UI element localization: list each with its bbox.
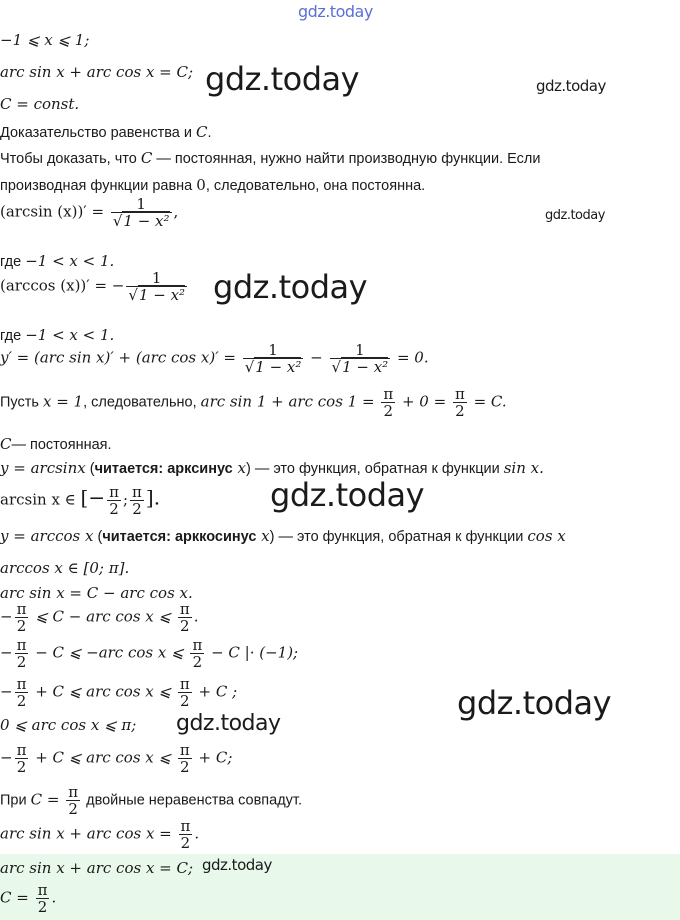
text: двойные неравенства совпадут. (82, 792, 302, 809)
fraction (15, 601, 29, 634)
watermark: gdz.today (202, 856, 272, 874)
text: Доказательство равенства и (0, 125, 196, 141)
denominator: 2 (455, 402, 465, 420)
radicand: 1 − x² (342, 358, 389, 376)
fraction (381, 386, 395, 419)
watermark: gdz.today (205, 60, 360, 98)
numerator: π (383, 385, 394, 403)
math: (arccos (x))′ = − (0, 276, 125, 295)
numerator: π (16, 636, 27, 654)
denominator: √1 − x² (128, 286, 186, 304)
math: − (0, 748, 13, 767)
math: − (305, 348, 328, 367)
math: = 0. (392, 348, 429, 367)
text: , следовательно, она постоянна. (205, 178, 426, 194)
bracket: ]. (145, 485, 161, 510)
denominator: 2 (192, 653, 203, 671)
math: y = arccos x (0, 527, 94, 545)
formula-line (0, 342, 429, 375)
math-line: arc sin x + arc cos x = C; (0, 63, 194, 81)
fraction (130, 484, 144, 517)
fraction (190, 637, 204, 670)
text-line (0, 457, 544, 480)
text: где (0, 328, 26, 344)
formula-line (0, 601, 199, 634)
text: При (0, 792, 31, 809)
watermark: gdz.today (176, 711, 281, 736)
watermark: gdz.today (545, 208, 605, 223)
text: — постоянная. (11, 437, 112, 453)
denominator: 2 (180, 692, 190, 710)
math: cos x (527, 527, 566, 545)
math: C (196, 123, 208, 141)
fraction (15, 742, 29, 775)
fraction (126, 270, 187, 303)
fraction (178, 676, 192, 709)
numerator: π (16, 675, 27, 693)
numerator: π (179, 741, 190, 759)
math: ; (122, 490, 129, 509)
denominator: √1 − x² (331, 358, 389, 376)
denominator: 2 (16, 653, 27, 671)
numerator: π (192, 636, 203, 654)
numerator: π (16, 741, 27, 759)
numerator: π (37, 881, 48, 899)
formula-line (0, 196, 178, 229)
math-line: −1 ⩽ x ⩽ 1; (0, 31, 90, 49)
fraction (178, 742, 192, 775)
bold-text: читается: арккосинус (102, 529, 257, 545)
numerator: 1 (330, 342, 391, 359)
math: arc sin x + arc cos x = (0, 824, 177, 843)
fraction (66, 784, 80, 817)
math: y = arcsinx (0, 459, 86, 477)
numerator: π (109, 483, 119, 501)
formula-line (0, 386, 507, 419)
watermark: gdz.today (298, 2, 373, 21)
math: + C; (193, 748, 233, 767)
numerator: π (68, 783, 79, 801)
fraction (179, 818, 193, 851)
bracket: [− (80, 485, 106, 510)
denominator: 2 (180, 834, 191, 852)
math: C = (30, 790, 65, 809)
fraction (36, 882, 50, 915)
radicand: 1 − x² (138, 286, 186, 304)
denominator: 2 (109, 500, 119, 518)
math: sin x. (503, 459, 544, 477)
math: C (140, 149, 153, 167)
text: Чтобы доказать, что (0, 151, 141, 167)
math: − (0, 643, 13, 662)
text: , следовательно, (83, 394, 201, 411)
text: — постоянная, нужно найти производную функции. Если (152, 151, 541, 167)
formula-line (0, 882, 56, 915)
watermark: gdz.today (270, 476, 425, 514)
math: arc sin 1 + arc cos 1 = (200, 392, 380, 411)
math: x (232, 459, 246, 477)
math: . (51, 888, 57, 907)
numerator: π (180, 817, 191, 835)
math-line: C = const. (0, 95, 80, 113)
math: + C ; (193, 682, 238, 701)
text: ) — это функция, обратная к функции (245, 461, 504, 477)
math: (arcsin (x))′ = (0, 202, 109, 221)
fraction (111, 196, 172, 229)
denominator: 2 (16, 617, 27, 635)
text: ( (85, 461, 95, 477)
watermark: gdz.today (457, 684, 612, 722)
fraction (178, 601, 192, 634)
watermark: gdz.today (213, 268, 368, 306)
math: 0 (196, 176, 206, 194)
denominator: 2 (68, 800, 78, 818)
fraction (107, 484, 121, 517)
math: ⩽ C − arc cos x ⩽ (30, 607, 176, 626)
formula-line (0, 270, 189, 303)
math: − C ⩽ −arc cos x ⩽ (30, 643, 189, 662)
math: − C |· (−1); (206, 643, 299, 662)
formula-line (0, 637, 298, 670)
denominator: 2 (16, 692, 27, 710)
numerator: π (454, 385, 465, 403)
math: − (0, 682, 13, 701)
text: где (0, 254, 26, 270)
fraction (330, 342, 391, 375)
math: , (173, 202, 179, 221)
denominator: 2 (132, 500, 142, 518)
math: −1 < x < 1. (25, 252, 115, 270)
math: x = 1 (42, 392, 84, 411)
formula-line (0, 676, 237, 709)
math: + C ⩽ arc cos x ⩽ (30, 682, 176, 701)
math: x (256, 527, 270, 545)
math: = C. (468, 392, 507, 411)
formula-line (0, 484, 160, 517)
text: ) — это функция, обратная к функции (269, 529, 528, 545)
math-line: 0 ⩽ arc cos x ⩽ π; (0, 716, 137, 734)
math: + C ⩽ arc cos x ⩽ (30, 748, 176, 767)
numerator: 1 (126, 270, 187, 287)
math: . (193, 607, 199, 626)
text: производная функции равна (0, 178, 197, 194)
math-line: arc sin x = C − arc cos x. (0, 584, 193, 602)
watermark: gdz.today (536, 77, 606, 95)
fraction (453, 386, 467, 419)
denominator: 2 (180, 758, 190, 776)
numerator: 1 (111, 196, 172, 213)
text-line (0, 174, 425, 197)
math: C = (0, 888, 34, 907)
numerator: π (16, 600, 27, 618)
text-line (0, 147, 540, 170)
text-line (0, 121, 212, 144)
fraction (15, 676, 29, 709)
math: + 0 = (397, 392, 451, 411)
radicand: 1 − x² (123, 212, 170, 230)
math: y′ = (arc sin x)′ + (arc cos x)′ = (0, 348, 241, 367)
math: − (0, 607, 13, 626)
denominator: 2 (383, 402, 394, 420)
numerator: 1 (243, 342, 304, 359)
denominator: 2 (37, 898, 48, 916)
numerator: π (179, 675, 190, 693)
bold-text: читается: арксинус (94, 461, 233, 477)
fraction (243, 342, 304, 375)
denominator: √1 − x² (244, 358, 302, 376)
math: arcsin x ∈ (0, 490, 81, 509)
formula-line (0, 742, 232, 775)
text: . (207, 125, 212, 141)
formula-line (0, 784, 302, 817)
math: C (0, 435, 12, 453)
math-line: arccos x ∈ [0; π]. (0, 559, 130, 577)
denominator: 2 (16, 758, 27, 776)
math: −1 < x < 1. (25, 326, 115, 344)
text: ( (93, 529, 103, 545)
fraction (15, 637, 29, 670)
formula-line (0, 818, 199, 851)
denominator: 2 (180, 617, 190, 635)
math: . (194, 824, 200, 843)
radicand: 1 − x² (255, 358, 302, 376)
text: Пусть (0, 394, 43, 411)
numerator: π (132, 483, 142, 501)
math-line: arc sin x + arc cos x = C; (0, 859, 194, 877)
text-line (0, 433, 112, 456)
text-line (0, 525, 566, 548)
numerator: π (179, 600, 190, 618)
denominator: √1 − x² (112, 212, 170, 230)
